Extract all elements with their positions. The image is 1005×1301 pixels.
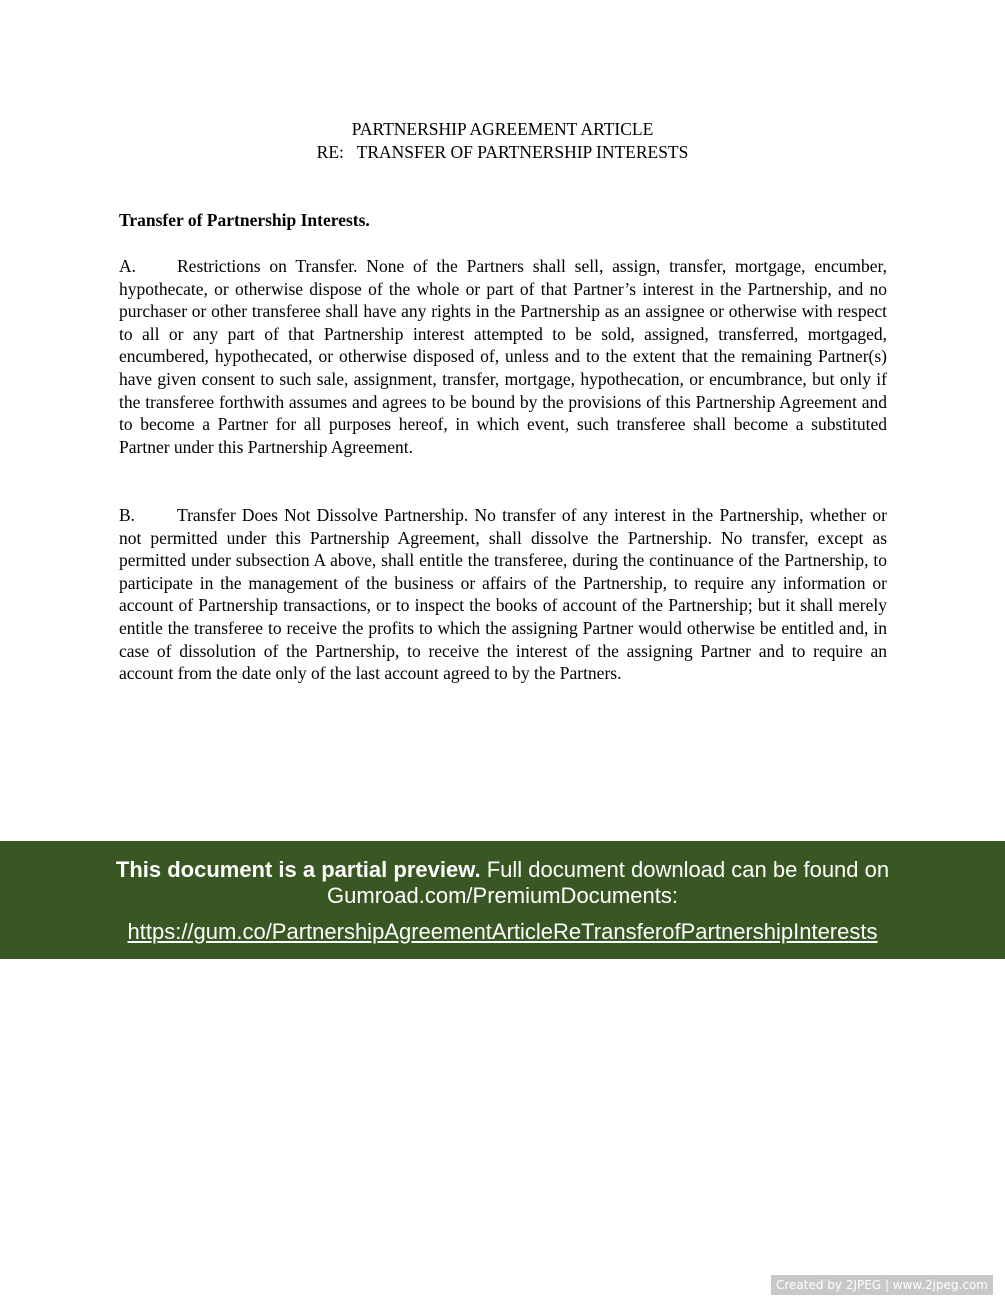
section-heading: Transfer of Partnership Interests. bbox=[119, 210, 370, 230]
banner-text: Full document download can be found on bbox=[480, 857, 890, 882]
banner-bold-text: This document is a partial preview. bbox=[115, 857, 481, 882]
document-title: PARTNERSHIP AGREEMENT ARTICLE bbox=[351, 119, 654, 139]
download-link[interactable]: https://gum.co/PartnershipAgreementArticleReTransferofPartnershipInterests bbox=[127, 919, 878, 944]
paragraph-text: Transfer Does Not Dissolve Partnership. No transfer of any interest in the Partnership, whether or not permitted under this Partnership Agreement, shall dissolve the Partnership. No transfer, except as permitted under subsection A above, shall entitle the transferee, during the continuance of the Partnership, to participate in the management of the business or affairs of the Partnership, to require any information or account of Partnership transactions, or to inspect the books of account of the Partnership; but it shall merely entitle the transferee to receive the profits to which the assigning Partner would otherwise be entitled and, in case of dissolution of the Partnership, to receive the interest of the assigning Partner and to require an account from the date only of the last account agreed to by the Partners. bbox=[119, 505, 887, 684]
paragraph-label: A. bbox=[119, 256, 137, 276]
banner-message bbox=[0, 857, 1005, 883]
preview-banner bbox=[0, 841, 1005, 959]
document-subtitle: RE: TRANSFER OF PARTNERSHIP INTERESTS bbox=[316, 142, 689, 162]
paragraph-a bbox=[119, 255, 887, 458]
document-header bbox=[0, 118, 1005, 164]
watermark: Created by 2JPEG | www.2jpeg.com bbox=[771, 1275, 993, 1295]
paragraph-label: B. bbox=[119, 505, 136, 525]
banner-site: Gumroad.com/PremiumDocuments: bbox=[327, 883, 678, 908]
paragraph-text: Restrictions on Transfer. None of the Partners shall sell, assign, transfer, mortgage, encumber, hypothecate, or otherwise dispose of the whole or part of that Partner’s interest in the Partnership, and no purchaser or other transferee shall have any rights in the Partnership as an assignee or otherwise with respect to all or any part of that Partnership interest attempted to be sold, assigned, transferred, mortgaged, encumbered, hypothecated, or otherwise disposed of, unless and to the extent that the remaining Partner(s) have given consent to such sale, assignment, transfer, mortgage, hypothecation, or encumbrance, but only if the transferee forthwith assumes and agrees to be bound by the provisions of this Partnership Agreement and to become a Partner for all purposes hereof, in which event, such transferee shall become a substituted Partner under this Partnership Agreement. bbox=[119, 256, 887, 457]
paragraph-b bbox=[119, 504, 887, 685]
